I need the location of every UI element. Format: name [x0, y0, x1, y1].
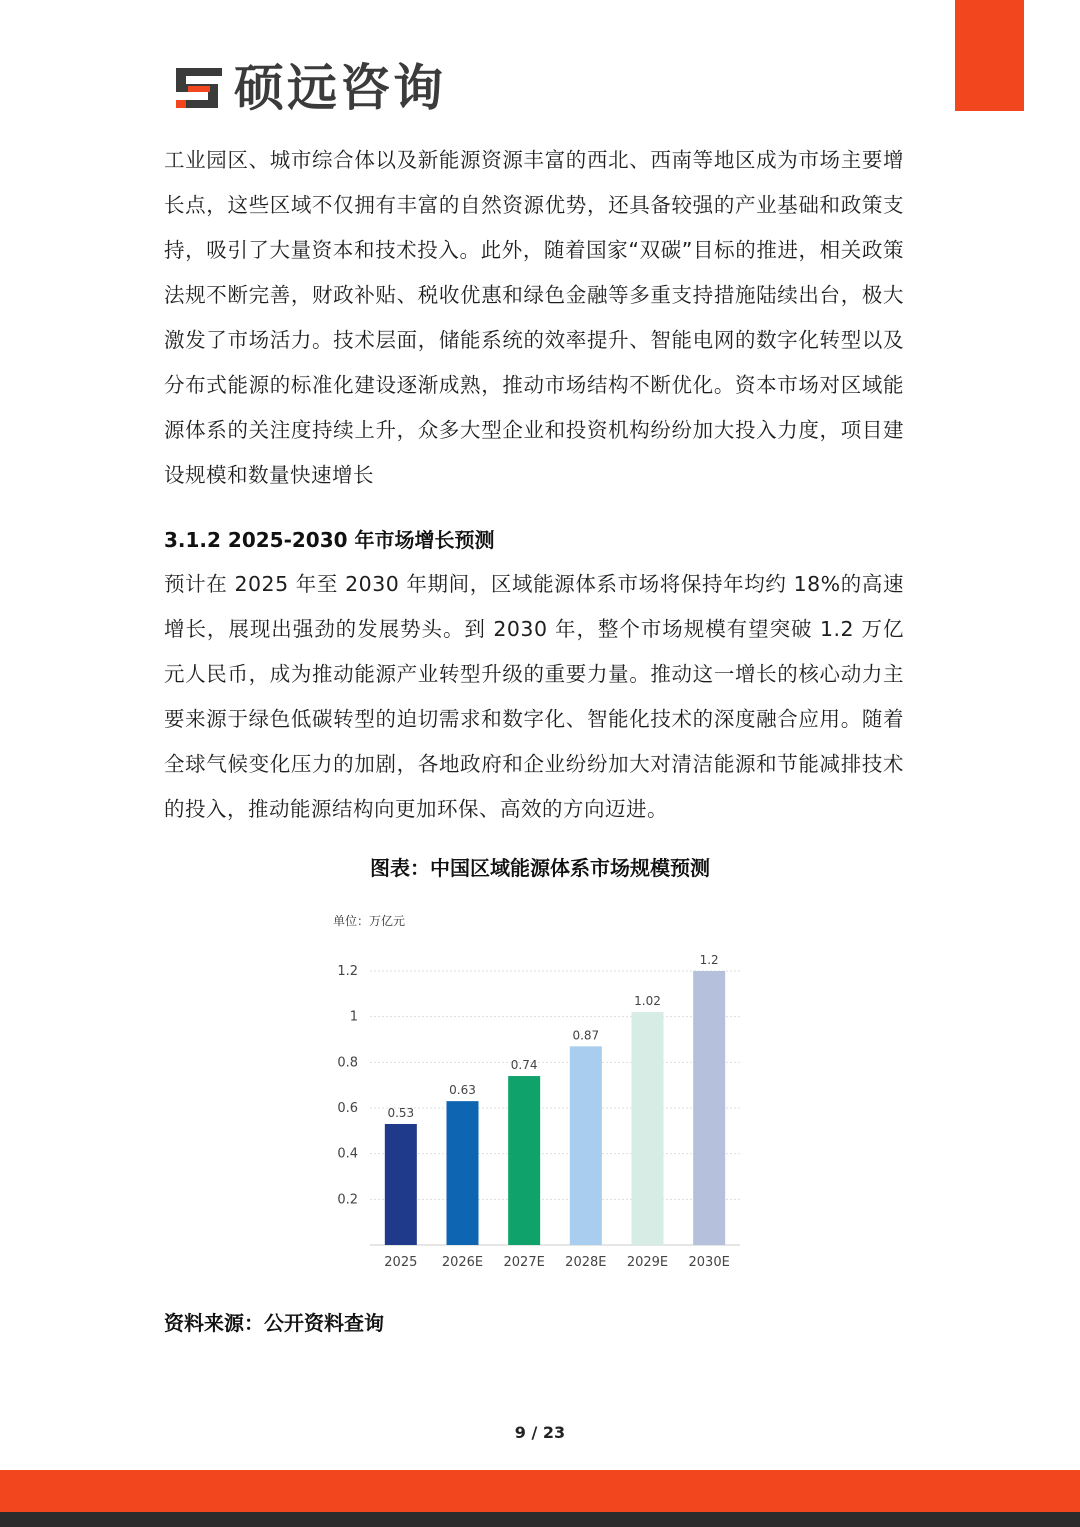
y-tick-label: 0.8: [337, 1055, 358, 1071]
y-tick-label: 1: [349, 1009, 358, 1025]
bar: [385, 1124, 417, 1245]
brand-logo: [174, 60, 446, 116]
y-tick-label: 0.2: [337, 1192, 358, 1208]
bar-value-label: 0.63: [449, 1083, 476, 1098]
bar-value-label: 1.2: [699, 953, 719, 967]
bar: [693, 971, 725, 1245]
bar: [632, 1012, 664, 1245]
bar-chart-svg: [320, 900, 760, 1285]
chart-title: 图表：中国区域能源体系市场规模预测: [370, 856, 710, 880]
footer-dark-line: [0, 1512, 1080, 1527]
x-tick-label: 2028E: [565, 1255, 607, 1270]
bar-value-label: 0.87: [572, 1028, 600, 1043]
x-tick-label: 2027E: [503, 1255, 545, 1270]
footer-accent-bar: [0, 1470, 1080, 1512]
bar-value-label: 0.74: [510, 1058, 538, 1073]
bar-value-label: 1.02: [634, 994, 661, 1009]
x-tick-label: 2026E: [441, 1255, 484, 1270]
chart-unit-label: 单位：万亿元: [333, 914, 406, 928]
y-tick-label: 0.4: [337, 1146, 358, 1162]
s-block-logo-icon: [174, 66, 224, 110]
x-tick-label: 2025: [384, 1255, 418, 1270]
y-tick-label: 0.6: [337, 1101, 358, 1116]
corner-accent-tab: [955, 0, 1024, 111]
bar: [447, 1101, 479, 1245]
section-paragraph: 预计在 2025 年至 2030 年期间，区域能源体系市场将保持年均约 18%的高速增长，展现出强劲的发展势头。到 2030 年，整个市场规模有望突破 1.2 万亿元人民币，成为推动能源产业转型升级的重要力量。推动这一增长的核心动力主要来源于绿色低碳转型的迫切需求和数字化、智能化技术的深度融合应用。随着全球气候变化压力的加剧，各地政府和企业纷纷加大对清洁能源和节能减排技术的投入，推动能源结构向更加环保、高效的方向迈进。: [164, 572, 904, 821]
brand-name: 硕远咨询: [234, 59, 446, 117]
bar: [570, 1046, 602, 1245]
x-tick-label: 2030E: [688, 1255, 730, 1270]
bar-value-label: 0.53: [387, 1105, 415, 1120]
x-tick-label: 2029E: [626, 1255, 669, 1270]
bar: [508, 1076, 540, 1245]
market-size-chart: [320, 900, 760, 1285]
y-tick-label: 1.2: [337, 964, 358, 979]
section-heading: 3.1.2 2025-2030 年市场增长预测: [164, 528, 495, 552]
page-number: 9 / 23: [514, 1423, 566, 1442]
intro-paragraph: 工业园区、城市综合体以及新能源资源丰富的西北、西南等地区成为市场主要增长点，这些区域不仅拥有丰富的自然资源优势，还具备较强的产业基础和政策支持，吸引了大量资本和技术投入。此外，随着国家“双碳”目标的推进，相关政策法规不断完善，财政补贴、税收优惠和绿色金融等多重支持措施陆续出台，极大激发了市场活力。技术层面，储能系统的效率提升、智能电网的数字化转型以及分布式能源的标准化建设逐渐成熟，推动市场结构不断优化。资本市场对区域能源体系的关注度持续上升，众多大型企业和投资机构纷纷加大投入力度，项目建设规模和数量快速增长: [164, 148, 904, 487]
source-note: 资料来源：公开资料查询: [164, 1311, 384, 1335]
